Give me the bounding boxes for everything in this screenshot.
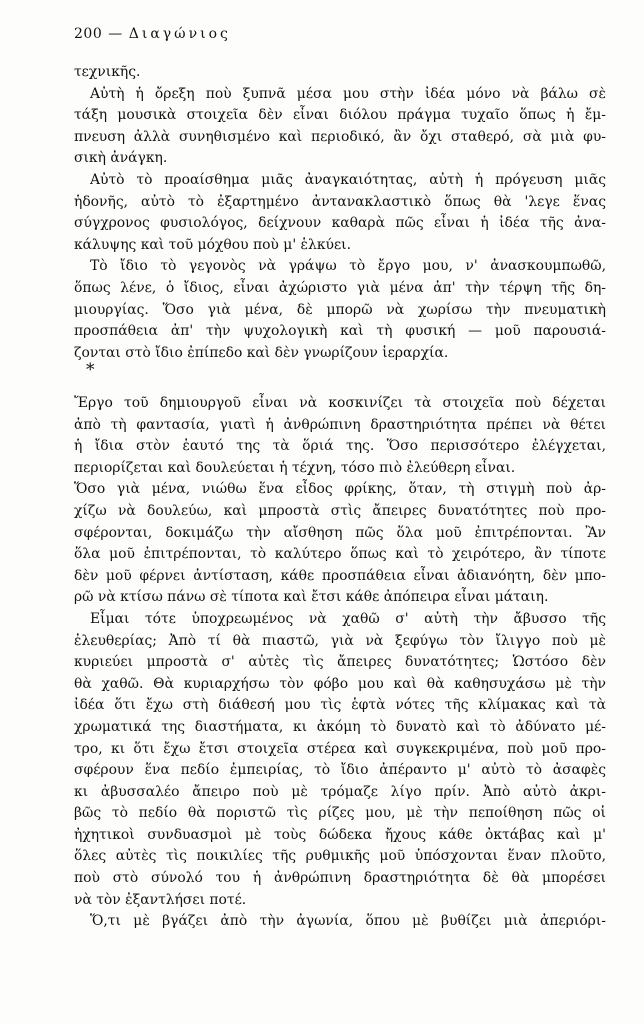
- text-line: ἀπὸ τὴ φαντασία, γιατὶ ἡ ἀνθρώπινη δραστηριότητα πρέπει νὰ θέτει: [74, 416, 606, 433]
- text-line: κυριεύει μπροστὰ σ' αὐτὲς τὶς ἄπειρες δυνατότητες; Ὡστόσο δὲν: [74, 654, 606, 671]
- text-line: ρῶ νὰ κτίσω πάνω σὲ τίποτα καὶ ἔτσι κάθε ἀπόπειρα εἶναι μάταιη.: [74, 589, 549, 606]
- text-line: χίζω νὰ δουλεύω, καὶ μπροστὰ στὶς ἄπειρες δυνατότητες ποὺ προ-: [74, 502, 606, 519]
- header-separator: —: [108, 26, 123, 42]
- text-line: Αὐτὸ τὸ προαίσθημα μιᾶς ἀναγκαιότητας, αὐτὴ ἡ πρόγευση μιᾶς: [90, 171, 606, 188]
- text-line: Ὅσο γιὰ μένα, νιώθω ἕνα εἶδος φρίκης, ὅταν, τὴ στιγμὴ ποὺ ἀρ-: [74, 481, 606, 498]
- running-title: Διαγώνιος: [128, 26, 231, 42]
- text-line: κι ἀβυσσαλέο ἄπειρο ποὺ μὲ τρόμαζε λίγο πρίν. Ἀπὸ αὐτὸ ἀκρι-: [74, 783, 606, 800]
- text-line: ἡ ἴδια στὸν ἑαυτό της τὰ ὅριά της. Ὅσο περισσότερο ἐλέγχεται,: [74, 438, 606, 455]
- text-line: Εἶμαι τότε ὑποχρεωμένος νὰ χαθῶ σ' αὐτὴ τὴν ἄβυσσο τῆς: [90, 610, 606, 627]
- text-line: ὅλες αὐτὲς τὶς ποικιλίες τῆς ρυθμικῆς μοῦ ὑπόσχονται ἕναν πλοῦτο,: [74, 848, 606, 865]
- text-line: περιορίζεται καὶ δουλεύεται ἡ τέχνη, τόσο πιὸ ἐλεύθερη εἶναι.: [74, 459, 516, 476]
- running-header: [74, 26, 231, 42]
- text-block-second: [74, 393, 606, 933]
- text-line: νὰ τὸν ἐξαντλήσει ποτέ.: [74, 891, 247, 908]
- text-block-first: [74, 62, 606, 364]
- text-line: σφέρουν ἕνα πεδίο ἐμπειρίας, τὸ ἴδιο ἀπέραντο μ' αὐτὸ τὸ ἀσαφὲς: [74, 762, 606, 779]
- text-line: σικὴ ἀνάγκη.: [74, 150, 168, 167]
- text-line: ἰδέα ὅτι ἔχω στὴ διάθεσή μου τὶς ἑφτὰ νότες τῆς κλίμακας καὶ τὰ: [74, 697, 606, 714]
- text-line: Τὸ ἴδιο τὸ γεγονὸς νὰ γράψω τὸ ἔργο μου, ν' ἀνασκουμπωθῶ,: [90, 258, 606, 275]
- text-line: ζονται στὸ ἴδιο ἐπίπεδο καὶ δὲν γνωρίζουν ἱεραρχία.: [74, 344, 449, 361]
- text-line: Ὅ,τι μὲ βγάζει ἀπὸ τὴν ἀγωνία, ὅπου μὲ βυθίζει μιὰ ἀπεριόρι-: [90, 913, 606, 930]
- text-line: δὲν μοῦ φέρνει ἀντίσταση, κάθε προσπάθεια εἶναι ἀδιανόητη, δὲν μπο-: [74, 567, 606, 584]
- text-line: τάξη μουσικὰ στοιχεῖα δὲν εἶναι διόλου πράγμα τυχαῖο ὅπως ἡ ἔμ-: [74, 107, 606, 124]
- text-line: σύγχρονος φυσιολόγος, δείχνουν καθαρὰ πῶς εἶναι ἡ ἰδέα τῆς ἀνα-: [74, 215, 606, 232]
- text-line: βῶς τὸ πεδίο θὰ ποριστῶ τὶς ρίζες μου, μὲ τὴν πεποίθηση πῶς οἱ: [74, 805, 606, 822]
- text-line: ἠχητικοὶ συνδυασμοὶ μὲ τοὺς δώδεκα ἤχους κάθε ὀκτάβας καὶ μ': [74, 826, 606, 843]
- section-break-asterisk: *: [86, 360, 95, 380]
- text-line: πνευση ἀλλὰ συνηθισμένο καὶ περιοδικό, ἂν ὄχι σταθερό, σὰ μιὰ φυ-: [74, 128, 606, 145]
- text-line: Ἔργο τοῦ δημιουργοῦ εἶναι νὰ κοσκινίζει τὰ στοιχεῖα ποὺ δέχεται: [74, 395, 606, 411]
- text-line: ποὺ στὸ σύνολό του ἡ ἀνθρώπινη δραστηριότητα δὲ θὰ μπορέσει: [74, 870, 606, 887]
- text-line: θὰ χαθῶ. Θὰ κυριαρχήσω τὸν φόβο μου καὶ θὰ καθησυχάσω μὲ τὴν: [74, 675, 606, 692]
- text-line: ἐλευθερίας; Ἀπὸ τί θὰ πιαστῶ, γιὰ νὰ ξεφύγω τὸν ἴλιγγο ποὺ μὲ: [74, 632, 606, 649]
- text-line: σφέρονται, δοκιμάζω τὴν αἴσθηση πῶς ὅλα μοῦ ἐπιτρέπονται. Ἂν: [74, 524, 606, 541]
- text-line: τρο, κι ὅτι ἔχω ἔτσι στοιχεῖα στέρεα καὶ συγκεκριμένα, ποὺ μοῦ προ-: [74, 740, 606, 757]
- text-line: ὅπως λένε, ὁ ἴδιος, εἶναι ἀχώριστο γιὰ μένα ἀπ' τὴν τέρψη τῆς δη-: [74, 279, 606, 296]
- text-line: τεχνικῆς.: [74, 64, 141, 80]
- text-line: κάλυψης καὶ τοῦ μόχθου ποὺ μ' ἑλκύει.: [74, 236, 351, 253]
- text-line: χρωματικά της διαστήματα, κι ἀκόμη τὸ δυνατὸ καὶ τὸ ἀδύνατο μέ-: [74, 718, 606, 735]
- page-number: 200: [74, 26, 103, 42]
- text-line: Αὐτὴ ἡ ὄρεξη ποὺ ξυπνᾶ μέσα μου στὴν ἰδέα μόνο νὰ βάλω σὲ: [90, 85, 606, 102]
- text-line: μιουργίας. Ὅσο γιὰ μένα, δὲ μπορῶ νὰ χωρίσω τὴν πνευματικὴ: [74, 301, 606, 318]
- text-line: ὅλα μοῦ ἐπιτρέπονται, τὸ καλύτερο ὅπως καὶ τὸ χειρότερο, ἂν τίποτε: [74, 546, 606, 563]
- text-line: προσπάθεια ἀπ' τὴν ψυχολογικὴ καὶ τὴ φυσική — μοῦ παρουσιά-: [74, 323, 606, 340]
- text-line: ἡδονῆς, αὐτὸ τὸ ἐξαρτημένο ἀντανακλαστικὸ ὅπως θὰ 'λεγε ἕνας: [74, 193, 606, 210]
